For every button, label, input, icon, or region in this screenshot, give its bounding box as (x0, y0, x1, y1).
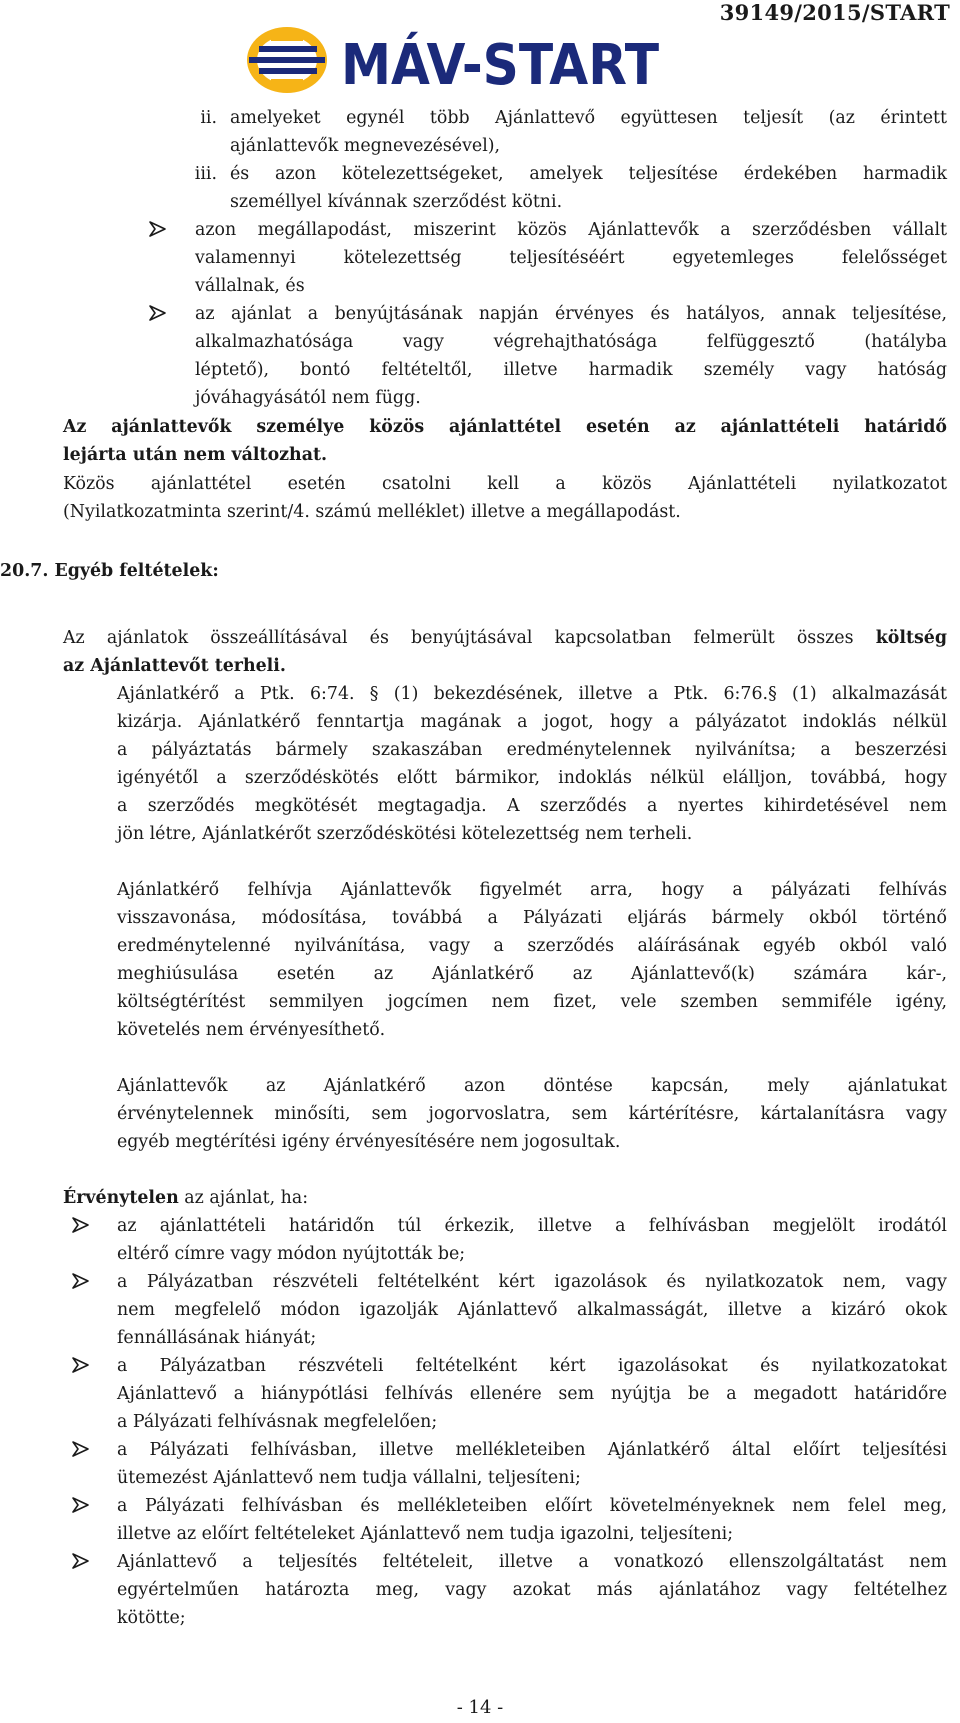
arrow-bullet-icon (148, 303, 168, 323)
bold-paragraph: Az ajánlattevők személye közös ajánlattétel esetén az ajánlattételi határidő lejárta után nem változhat. (63, 417, 947, 465)
arrow-bullet-icon (71, 1439, 91, 1459)
arrow-bullet-icon (71, 1215, 91, 1235)
invalid-intro: Érvénytelen az ajánlat, ha: (63, 1188, 309, 1208)
arrow-bullet-icon (71, 1271, 91, 1291)
paragraph: Ajánlattevők az Ajánlatkérő azon döntése kapcsán, mely ajánlatukat érvénytelennek minősíti, sem jogorvoslatra, sem kártérítésre, kártalanításra vagy egyéb megtérítési igény érvényesítésére nem jogosultak. (117, 1076, 947, 1152)
page-number: - 14 - (456, 1697, 504, 1718)
arrow-bullet-icon (71, 1551, 91, 1571)
arrow-bullet-icon (71, 1495, 91, 1515)
document-page: 39149/2015/START MÁV-START ii. amelyeket egynél több Ajánlattevő együttesen teljesít (az érintett ajánlattevők megnevezésével), iii. és azon kötelezettségeket, amelyek teljesítése érdekében harmadik személlyel kívánnak szerződést kötni. azon megállapodást, miszerint közös Ajánlattevők a szerződésben vállalt valamennyi kötelezettség teljesítéséért egyetemleges felelősséget vállalnak, és az ajánlat a benyújtásának napján érvényes és hatályos, annak teljesítése, alkalmazhatósága vagy végrehajthatósága felfüggesztő (hatályba léptető), bontó feltételtől, illetve harmadik személy vagy hatóság jóváhagyásától nem függ. Az ajánlattevők személye közös ajánlattétel esetén az ajánlattételi határidő lejárta után nem változhat. Közös ajánlattétel esetén csatolni kell a közös Ajánlattételi nyilatkozatot (Nyilatkozatminta szerint/4. számú melléklet) illetve a megállapodást. 20.7. Egyéb feltételek: Az ajánlatok összeállításával és benyújtásával kapcsolatban felmerült összes költség az Ajánlattevőt terheli. Ajánlatkérő a Ptk. 6:74. § (1) bekezdésének, illetve a Ptk. 6:76.§ (1) alkalmazását kizárja. Ajánlatkérő fenntartja magának a jogot, hogy a pályázatot indoklás nélkül a pályáztatás bármely szakaszában eredménytelennek nyilvánítsa; a beszerzési igényétől a szerződéskötés előtt bármikor, indoklás nélkül elálljon, továbbá, hogy a szerződés megkötését megtagadja. A szerződés a nyertes kihirdetésével nem jön létre, Ajánlatkérőt szerződéskötési kötelezettség nem terheli. Ajánlatkérő felhívja Ajánlattevők figyelmét arra, hogy a pályázati felhívás visszavonása, módosítása, továbbá a Pályázati eljárás bármely okból történő eredménytelenné nyilvánítása, vagy a szerződés aláírásának egyéb okból való meghiúsulása esetén az Ajánlatkérő az Ajánlattevő(k) számára kár-, költségtérítést semmilyen jogcímen nem fizet, vele szemben semmiféle igény, követelés nem érvényesíthető. Ajánlattevők az Ajánlatkérő azon döntése kapcsán, mely ajánlatukat érvénytelennek minősíti, sem jogorvoslatra, sem kártérítésre, kártalanításra vagy egyéb megtérítési igény érvényesítésére nem jogosultak. Érvénytelen az ajánlat, ha: az ajánlattételi határidőn túl érkezik, illetve a felhívásban megjelölt irodától eltérő címre vagy módon nyújtották be; a Pályázatban részvételi feltételként kért igazolások és nyilatkozatok nem, vagy nem megfelelő módon igazolják Ajánlattevő alkalmasságát, illetve a kizáró okok fennállásának hiányát; a Pályázatban részvételi feltételként kért igazolásokat és nyilatkozatokat Ajánlattevő a hiánypótlási felhívás ellenére sem nyújtja be a megadott határidőre a Pályázati felhívásnak megfelelően; a Pályázati felhívásban, illetve mellékleteiben Ajánlatkérő által előírt teljesítési ütemezést Ajánlattevő nem tudja vállalni, teljesíteni; a Pályázati felhívásban és mellékleteiben előírt követelményeknek nem felel meg, illetve az előírt feltételeket Ajánlattevő nem tudja igazolni, teljesíteni; Ajánlattevő a teljesítés feltételeit, illetve a vonatkozó ellenszolgáltatást nem egyértelműen határozta meg, vagy azokat más ajánlatához vagy feltételhez kötötte; - 14 - (0, 0, 960, 1723)
arrow-bullet-icon (148, 219, 168, 239)
section-title: 20.7. Egyéb feltételek: (0, 561, 219, 581)
paragraph: Ajánlatkérő felhívja Ajánlattevők figyelmét arra, hogy a pályázati felhívás visszavonása, módosítása, továbbá a Pályázati eljárás bármely okból történő eredménytelenné nyilvánítása, vagy a szerződés aláírásának egyéb okból való meghiúsulása esetén az Ajánlatkérő az Ajánlattevő(k) számára kár-, költségtérítést semmilyen jogcímen nem fizet, vele szemben semmiféle igény, követelés nem érvényesíthető. (117, 880, 947, 1040)
svg-text:MÁV-START: MÁV-START (341, 33, 659, 96)
cost-paragraph: Az ajánlatok összeállításával és benyújtásával kapcsolatban felmerült összes költség az Ajánlattevőt terheli. (63, 628, 947, 676)
arrow-bullet-icon (71, 1355, 91, 1375)
document-number: 39149/2015/START (719, 0, 950, 25)
logo-emblem (247, 27, 327, 93)
paragraph: Ajánlatkérő a Ptk. 6:74. § (1) bekezdésének, illetve a Ptk. 6:76.§ (1) alkalmazását kizárja. Ajánlatkérő fenntartja magának a jogot, hogy a pályázatot indoklás nélkül a pályáztatás bármely szakaszában eredménytelennek nyilvánítsa; a beszerzési igényétől a szerződéskötés előtt bármikor, indoklás nélkül elálljon, továbbá, hogy a szerződés megkötését megtagadja. A szerződés a nyertes kihirdetésével nem jön létre, Ajánlatkérőt szerződéskötési kötelezettség nem terheli. (117, 684, 947, 844)
paragraph: Közös ajánlattétel esetén csatolni kell a közös Ajánlattételi nyilatkozatot (Nyilatkozatminta szerint/4. számú melléklet) illetve a megállapodást. (63, 474, 947, 522)
mav-start-logo (245, 24, 665, 96)
